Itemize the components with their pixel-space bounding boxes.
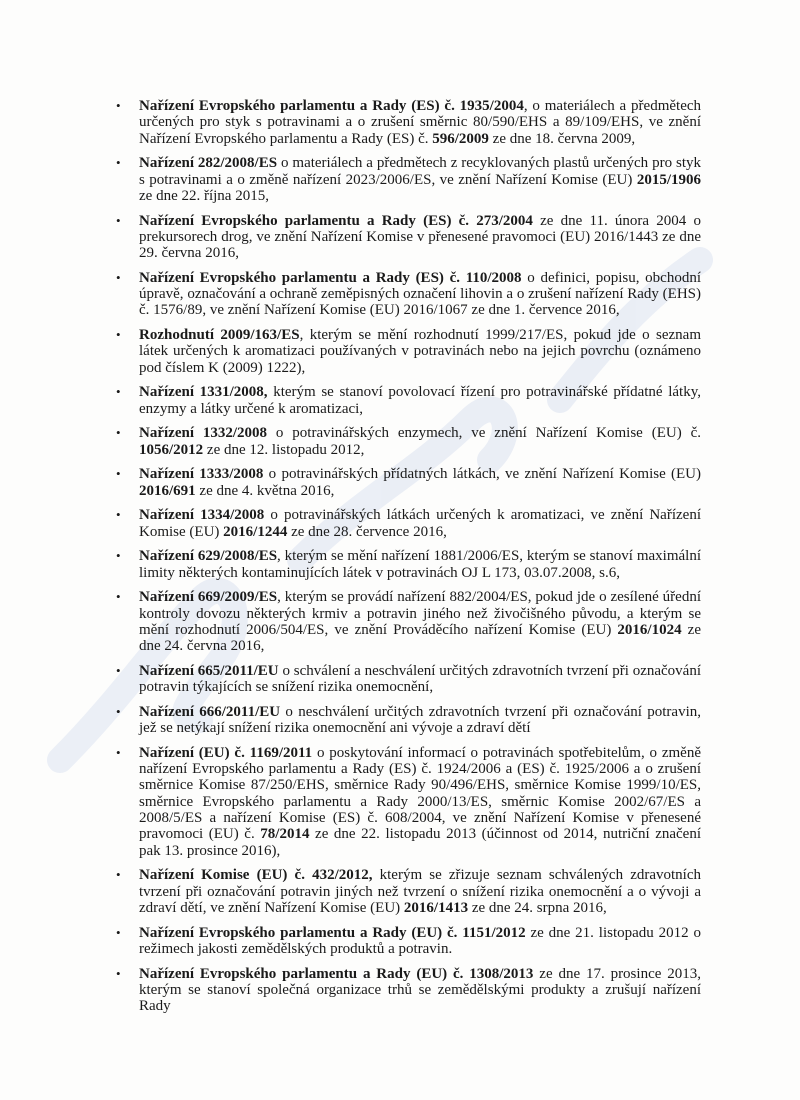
regulation-list	[116, 98, 702, 1023]
list-item	[116, 98, 702, 147]
regulation-reference: Nařízení 669/2009/ES	[139, 589, 278, 606]
list-item	[116, 212, 701, 262]
regulation-reference: Nařízení 1333/2008	[139, 466, 264, 483]
regulation-description: , kterým se mění nařízení 1881/2006/ES, kterým se stanoví maximální limity některých kontaminujících látek v potravinách OJ L 173, 03.07.2008, s.6,	[139, 548, 701, 581]
bullet-icon: •	[116, 703, 121, 719]
regulation-reference: Nařízení 282/2008/ES	[139, 155, 278, 172]
bullet-icon: •	[116, 924, 121, 940]
regulation-reference: Rozhodnutí 2009/163/ES	[139, 327, 300, 344]
list-item	[116, 924, 701, 958]
bullet-icon: •	[116, 212, 121, 228]
regulation-reference: 2016/691	[139, 482, 196, 499]
list-item	[116, 548, 701, 581]
bullet-icon: •	[116, 744, 121, 760]
regulation-reference: 2016/1413	[403, 899, 469, 916]
regulation-reference: Nařízení Evropského parlamentu a Rady (EU) č. 1308/2013	[139, 965, 534, 982]
regulation-description: ze dne 4. května 2016,	[195, 482, 335, 499]
list-item	[116, 269, 702, 319]
regulation-reference: Nařízení 666/2011/EU	[139, 703, 281, 720]
list-item	[116, 466, 702, 499]
list-item	[116, 744, 701, 859]
list-item	[116, 384, 701, 417]
regulation-reference: 2016/1024	[617, 621, 682, 638]
bullet-icon: •	[116, 662, 121, 678]
regulation-description: o schválení a neschválení určitých zdravotních tvrzení při označování potravin týkajících se snížení rizika onemocnění,	[139, 662, 702, 696]
regulation-description: ze dne 17. prosince 2013, kterým se stanoví společná organizace trhů se zemědělskými produkty a zrušují nařízení Rady	[139, 965, 701, 1015]
regulation-reference: 596/2009	[432, 130, 489, 147]
list-item	[116, 703, 701, 737]
regulation-reference: Nařízení 1331/2008,	[139, 384, 268, 401]
regulation-description: ze dne 28. července 2016,	[287, 523, 447, 540]
list-item	[116, 507, 701, 540]
bullet-icon: •	[116, 384, 121, 400]
regulation-description: , kterým se provádí nařízení 882/2004/ES, pokud jde o zesílené úřední kontroly dovozu některých krmiv a potravin jiného než živočišného původu, a kterým se mění rozhodnutí 2006/504/ES, ve znění Prováděcího nařízení Komise (EU)	[139, 589, 701, 638]
regulation-description: o potravinářských enzymech, ve znění Nařízení Komise (EU) č.	[267, 425, 701, 442]
regulation-reference: Nařízení Evropského parlamentu a Rady (ES) č. 1935/2004	[139, 98, 524, 114]
regulation-description: o potravinářských látkách určených k aromatizaci, ve znění Nařízení Komise (EU)	[139, 507, 701, 540]
list-item	[116, 327, 701, 376]
regulation-reference: Nařízení 629/2008/ES	[139, 548, 278, 565]
regulation-reference: 78/2014	[260, 826, 310, 843]
regulation-reference: Nařízení (EU) č. 1169/2011	[139, 744, 313, 761]
bullet-icon: •	[116, 507, 121, 523]
regulation-description: kterým se stanoví povolovací řízení pro potravinářské přídatné látky, enzymy a látky určené k aromatizaci,	[139, 384, 701, 417]
bullet-icon: •	[116, 425, 121, 441]
bullet-icon: •	[116, 548, 121, 564]
bullet-icon: •	[116, 867, 121, 883]
regulation-description: o potravinářských přídatných látkách, ve znění Nařízení Komise (EU)	[263, 466, 702, 483]
bullet-icon: •	[116, 98, 121, 113]
bullet-icon: •	[116, 327, 121, 343]
list-item	[116, 662, 702, 696]
regulation-reference: Nařízení 1332/2008	[139, 425, 268, 442]
regulation-description: o poskytování informací o potravinách spotřebitelům, o změně nařízení Evropského parlamentu a Rady (ES) č. 1924/2006 a (ES) č. 1925/2006 a o zrušení směrnice Komise 87/250/EHS, směrnice Rady 90/496/EHS, směrnice Komise 1999/10/ES, směrnice Evropského parlamentu a Rady 2000/13/ES, směrnic Komise 2002/67/ES a 2008/5/ES a nařízení Komise (ES) č. 608/2004, ve znění Nařízení Komise v přenesené pravomoci (EU) č.	[139, 744, 701, 843]
regulation-reference: 2015/1906	[636, 171, 701, 188]
regulation-reference: Nařízení Evropského parlamentu a Rady (ES) č. 273/2004	[139, 212, 533, 229]
list-item	[116, 425, 701, 458]
regulation-description: , kterým se mění rozhodnutí 1999/217/ES, pokud jde o seznam látek určených k aromatizaci používaných v potravinách nebo na jejich povrchu (oznámeno pod číslem K (2009) 1222),	[139, 327, 701, 376]
bullet-icon: •	[116, 155, 121, 171]
bullet-icon: •	[116, 589, 121, 605]
regulation-description: o definici, popisu, obchodní úpravě, označování a ochraně zeměpisných označení lihovin a o zrušení nařízení Rady (EHS) č. 1576/89, ve znění Nařízení Komise (EU) 2016/1067 ze dne 1. července 2016,	[139, 269, 702, 319]
regulation-description: , o materiálech a předmětech určených pro styk s potravinami a o zrušení směrnic 80/590/EHS a 89/109/EHS, ve znění Nařízení Evropského parlamentu a Rady (ES) č.	[139, 98, 702, 147]
regulation-description: kterým se zřizuje seznam schválených zdravotních tvrzení při označování potravin jiných než tvrzení o snížení rizika onemocnění a o vývoji a zdraví dětí, ve znění Nařízení Komise (EU)	[139, 867, 701, 916]
regulation-description: ze dne 24. června 2016,	[139, 621, 701, 655]
regulation-reference: Nařízení 665/2011/EU	[139, 662, 279, 679]
list-item	[116, 589, 701, 655]
regulation-description: o materiálech a předmětech z recyklovaných plastů určených pro styk s potravinami a o změně nařízení 2023/2006/ES, ve znění Nařízení Komise (EU)	[139, 155, 701, 188]
regulation-description: o neschválení určitých zdravotních tvrzení při označování potravin, jež se netýkají snížení rizika onemocnění ani vývoje a zdraví dětí	[139, 703, 701, 737]
list-item	[116, 965, 701, 1015]
regulation-reference: Nařízení Komise (EU) č. 432/2012,	[139, 867, 373, 884]
regulation-reference: Nařízení Evropského parlamentu a Rady (EU) č. 1151/2012	[139, 924, 526, 941]
regulation-reference: Nařízení 1334/2008	[139, 507, 265, 524]
regulation-description: ze dne 24. srpna 2016,	[468, 899, 607, 916]
bullet-icon: •	[116, 466, 121, 482]
list-item	[116, 155, 701, 204]
regulation-reference: 2016/1244	[223, 523, 288, 540]
regulation-reference: Nařízení Evropského parlamentu a Rady (ES) č. 110/2008	[139, 269, 522, 286]
regulation-description: ze dne 22. října 2015,	[139, 187, 269, 204]
bullet-icon: •	[116, 965, 121, 981]
regulation-description: ze dne 18. června 2009,	[488, 130, 636, 147]
regulation-description: ze dne 12. listopadu 2012,	[203, 441, 365, 458]
list-item	[116, 867, 701, 916]
regulation-description: ze dne 22. listopadu 2013 (účinnost od 2014, nutriční značení pak 13. prosince 2016),	[139, 826, 701, 859]
regulation-reference: 1056/2012	[139, 441, 204, 458]
regulation-description: ze dne 11. února 2004 o prekursorech drog, ve znění Nařízení Komise v přenesené pravomoci (EU) 2016/1443 ze dne 29. června 2016,	[139, 212, 701, 262]
regulation-description: ze dne 21. listopadu 2012 o režimech jakosti zemědělských produktů a potravin.	[139, 924, 701, 957]
bullet-icon: •	[116, 269, 121, 285]
